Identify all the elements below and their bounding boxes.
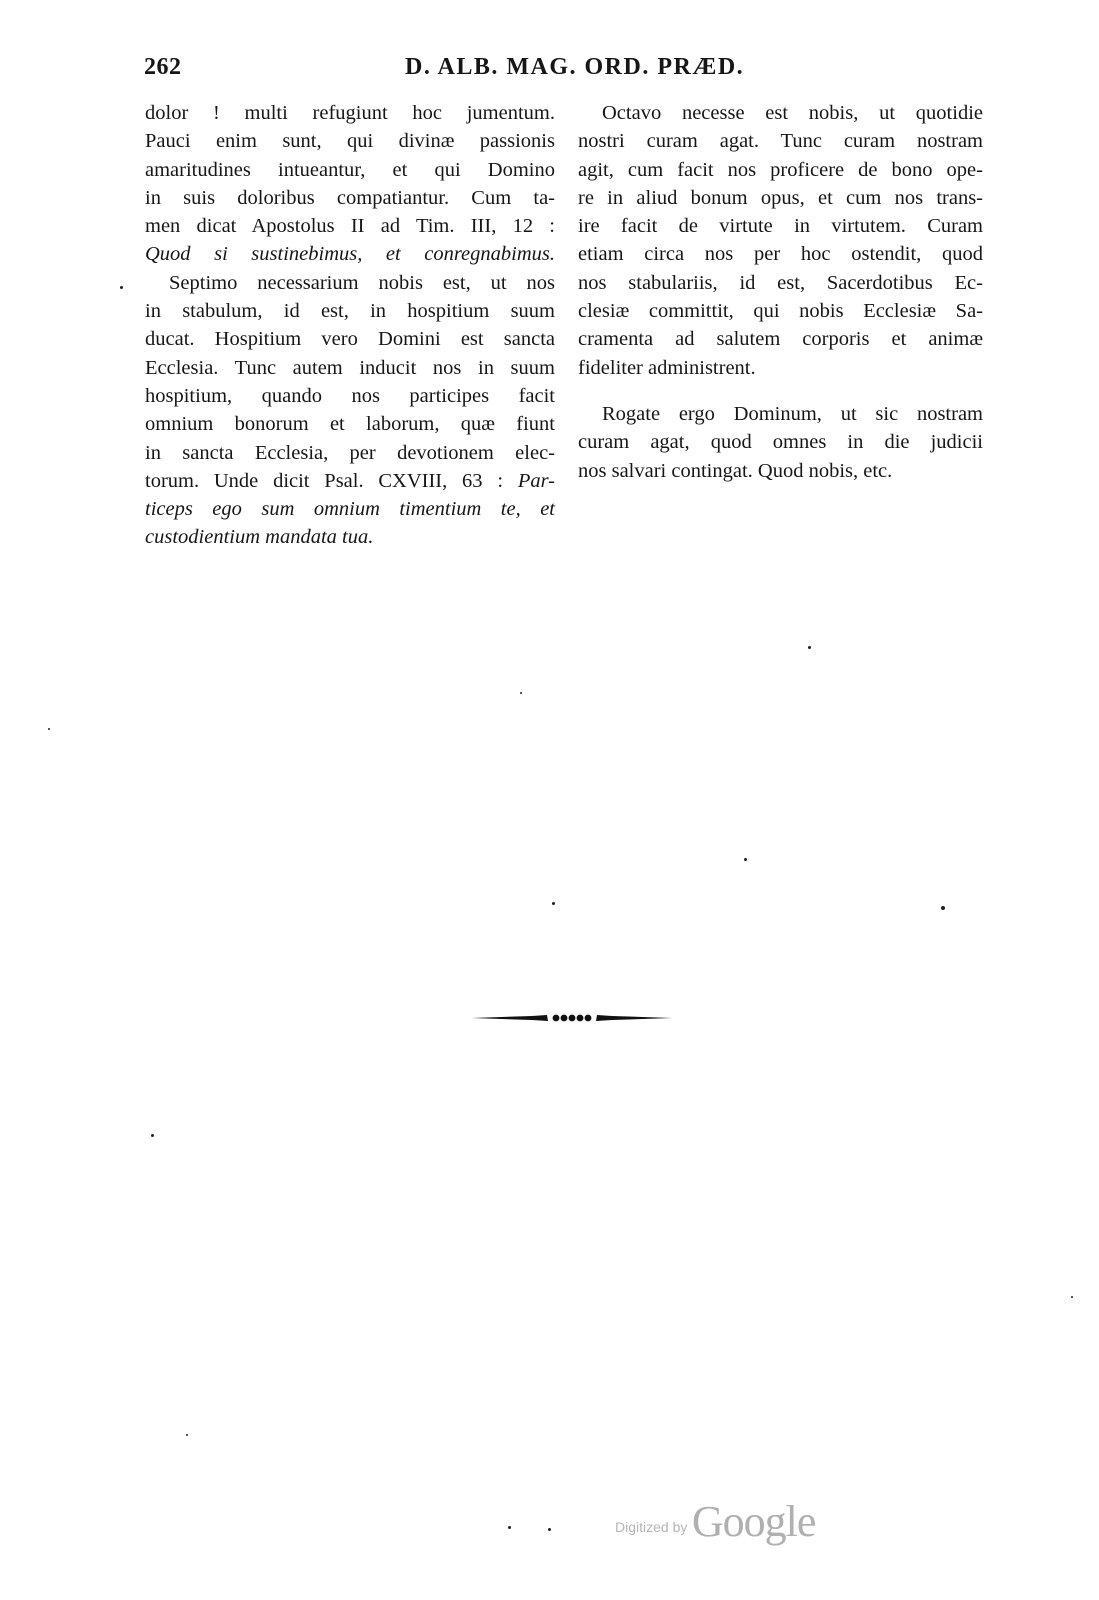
text-line: nos salvari contingat. Quod nobis, etc. xyxy=(578,459,893,482)
ink-speck xyxy=(548,1528,551,1531)
ink-speck xyxy=(520,692,522,694)
text-line: ire facit de virtute in virtutem. Curam xyxy=(578,215,983,238)
running-title: D. ALB. MAG. ORD. PRÆD. xyxy=(405,54,745,80)
ink-speck xyxy=(1071,1296,1073,1298)
page-number: 262 xyxy=(144,54,182,80)
text-line: nos stabulariis, id est, Sacerdotibus Ec- xyxy=(578,271,983,294)
paragraph-start-line: Rogate ergo Dominum, ut sic nostram xyxy=(602,402,983,425)
text-line: clesiæ committit, qui nobis Ecclesiæ Sa- xyxy=(578,300,983,323)
text-line: re in aliud bonum opus, et cum nos trans- xyxy=(578,186,983,209)
ink-speck xyxy=(508,1526,511,1529)
text-line: hospitium, quando nos participes facit xyxy=(145,384,555,407)
ink-speck xyxy=(48,728,50,730)
quotation-line: custodientium mandata tua. xyxy=(145,526,374,549)
ink-speck xyxy=(151,1134,154,1137)
text-line: etiam circa nos per hoc ostendit, quod xyxy=(578,243,983,266)
ink-speck xyxy=(120,286,123,289)
ink-speck xyxy=(552,902,555,905)
text-line: in stabulum, id est, in hospitium suum xyxy=(145,300,555,323)
decorative-rule-icon xyxy=(472,1010,672,1026)
paragraph-start-line: Octavo necesse est nobis, ut quotidie xyxy=(602,102,983,124)
watermark-prefix: Digitized by xyxy=(615,1519,688,1535)
quotation-segment: Par- xyxy=(517,469,555,492)
quotation-line: Quod si sustinebimus, et conregnabimus. xyxy=(145,243,555,266)
text-line: cramenta ad salutem corporis et animæ xyxy=(578,328,983,351)
text-line: Ecclesia. Tunc autem inducit nos in suum xyxy=(145,356,555,379)
text-line: men dicat Apostolus II ad Tim. III, 12 : xyxy=(145,215,555,238)
ink-speck xyxy=(186,1434,188,1436)
text-segment: torum. Unde dicit Psal. CXVIII, 63 : xyxy=(145,469,504,492)
ink-speck xyxy=(941,906,945,910)
text-line: omnium bonorum et laborum, quæ fiunt xyxy=(145,413,555,436)
google-logo: Google xyxy=(691,1497,816,1546)
text-line: agit, cum facit nos proficere de bono ope- xyxy=(578,158,983,181)
right-column xyxy=(578,99,983,485)
text-line: fideliter administrent. xyxy=(578,356,756,379)
ink-speck xyxy=(808,646,811,649)
quotation-line: ticeps ego sum omnium timentium te, et xyxy=(145,498,555,521)
text-line: in suis doloribus compatiantur. Cum ta- xyxy=(145,186,555,209)
text-line: ducat. Hospitium vero Domini est sancta xyxy=(145,328,555,351)
text-line: amaritudines intueantur, et qui Domino xyxy=(145,158,555,181)
paragraph-gap xyxy=(578,382,983,400)
text-line: Pauci enim sunt, qui divinæ passionis xyxy=(145,130,555,153)
page-header xyxy=(140,50,980,90)
text-line: nostri curam agat. Tunc curam nostram xyxy=(578,130,983,153)
text-line-mixed xyxy=(145,467,555,495)
ink-speck xyxy=(744,858,747,861)
text-line: curam agat, quod omnes in die judicii xyxy=(578,431,983,454)
digitized-watermark xyxy=(615,1496,815,1547)
text-line: dolor ! multi refugiunt hoc jumentum. xyxy=(145,102,555,124)
paragraph-start-line: Septimo necessarium nobis est, ut nos xyxy=(169,271,555,294)
left-column xyxy=(145,99,555,552)
text-line: in sancta Ecclesia, per devotionem elec- xyxy=(145,441,555,464)
